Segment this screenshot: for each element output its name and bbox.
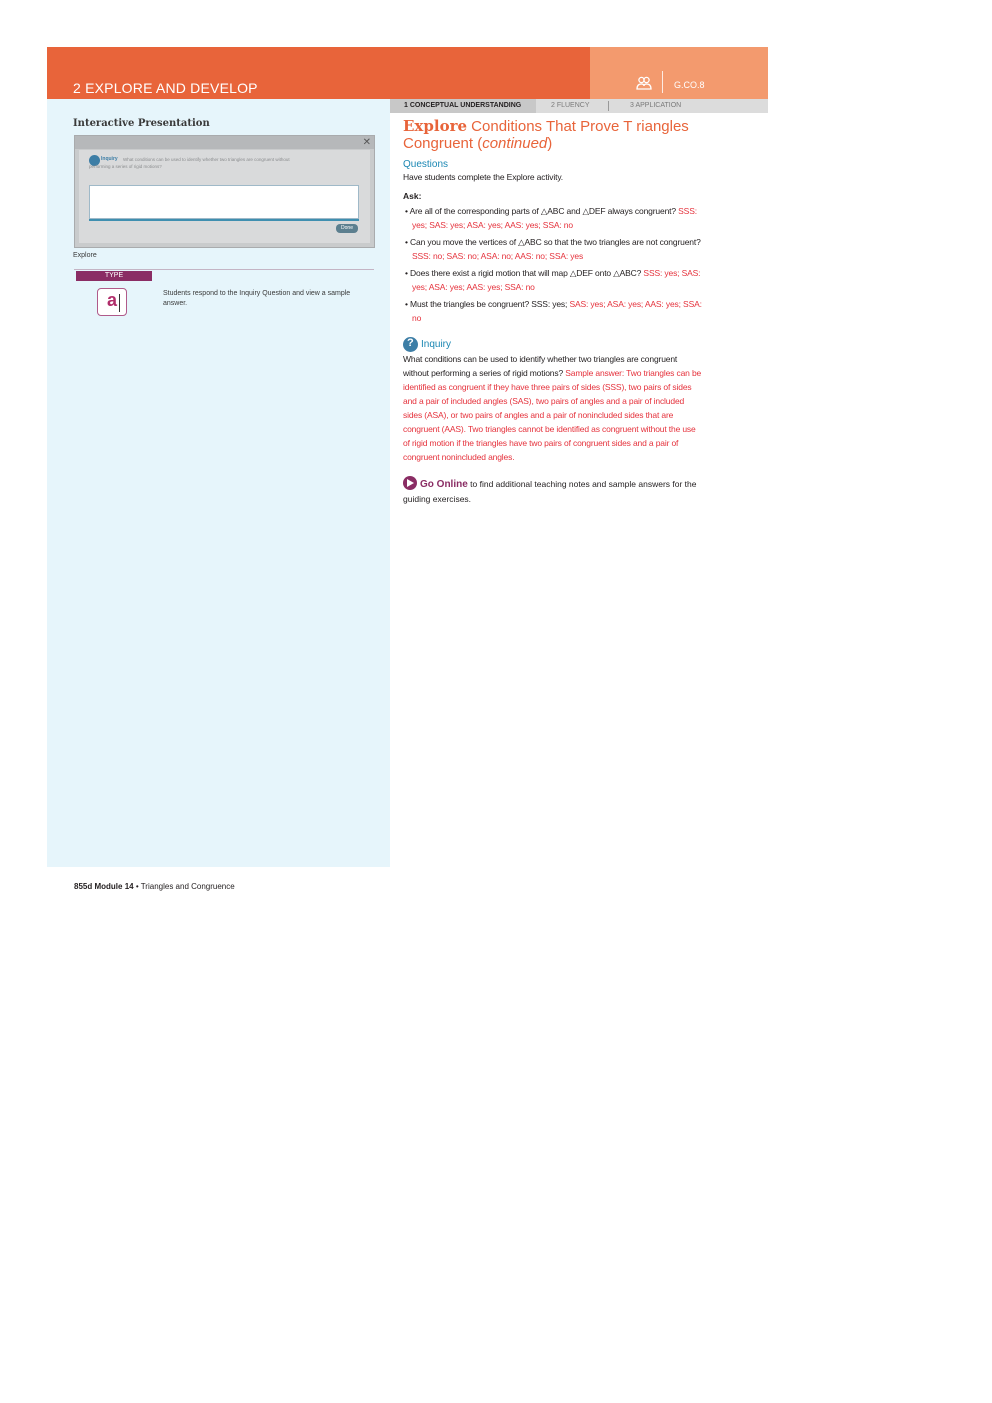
bullet-answer: SSS: yes; SAS: yes; ASA: yes; AAS: yes; SSA: no [412,268,701,292]
list-item: • Does there exist a rigid motion that will map △DEF onto △ABC? SSS: yes; SAS: yes; ASA: yes; AAS: yes; SSA: no [405,268,701,292]
bullet-question: Must the triangles be congruent? SSS: yes; [410,299,570,309]
type-divider [74,269,374,270]
close-icon: ✕ [362,137,371,148]
standard-header [590,47,768,99]
bullet-question: Are all of the corresponding parts of △ABC and △DEF always congruent? [409,206,679,216]
go-online-link[interactable]: Go Online [420,479,468,490]
section-header [47,47,590,99]
group-icon [636,76,652,90]
inquiry-question: What conditions can be used to identify whether two triangles are congruent without performing a series of rigid motions? [403,354,678,378]
standard-code: G.CO.8 [674,80,705,90]
go-online-note [403,476,703,506]
title-close: ) [547,135,553,152]
bullet-answer: SSS: no; SAS: no; ASA: no; AAS: no; SSA: yes [412,251,584,261]
title-rest: Conditions That Prove T riangles Congruent ( [403,118,689,152]
cursor-icon [403,476,417,490]
screenshot-caption: Explore [73,252,97,259]
screenshot-body [79,150,370,243]
main-content [403,118,703,506]
tab-conceptual-understanding[interactable]: 1 CONCEPTUAL UNDERSTANDING [404,102,522,109]
bullet-question: Can you move the vertices of △ABC so that the two triangles are not congruent? [410,237,701,247]
inquiry-heading: Inquiry [421,339,452,350]
text-input-icon [97,288,127,316]
list-item: • Are all of the corresponding parts of △ABC and △DEF always congruent? SSS: yes; SAS: yes; ASA: yes; AAS: yes; SSA: no [405,206,697,230]
type-tag: TYPE [76,271,152,281]
section-title: 2 EXPLORE AND DEVELOP [73,80,258,96]
presentation-screenshot [74,135,375,248]
header-divider [662,71,663,93]
type-icon-letter: a [107,290,118,310]
module-label: Module 14 [94,882,134,891]
ask-list [403,204,703,325]
inquiry-icon [403,337,418,352]
screenshot-done-button: Done [336,224,358,233]
screenshot-titlebar [75,136,374,149]
list-item: • Must the triangles be congruent? SSS: yes; SAS: yes; ASA: yes; AAS: yes; SSA: no [405,299,702,323]
tab-fluency[interactable]: 2 FLUENCY [551,102,590,109]
screenshot-answer-box [89,185,359,219]
inquiry-heading-row [403,337,703,352]
screenshot-question-line1: What conditions can be used to identify whether two triangles are congruent without [123,157,290,162]
page-footer [74,882,235,891]
title-bold: Explore [403,117,468,135]
tab-bar [390,99,768,113]
module-topic: Triangles and Congruence [140,882,235,891]
page-number: 855d [74,882,93,891]
bullet-answer: SAS: yes; ASA: yes; AAS: yes; SSA: no [412,299,702,323]
type-description: Students respond to the Inquiry Question and view a sample answer. [163,290,351,307]
list-item: • Can you move the vertices of △ABC so that the two triangles are not congruent? SSS: no; SAS: no; ASA: no; AAS: no; SSA: yes [405,237,701,261]
title-italic: continued [482,135,548,152]
page-title [403,118,703,152]
go-online-text: to find additional teaching notes and sample answers for the guiding exercises. [403,479,697,504]
tab-application[interactable]: 3 APPLICATION [630,102,682,109]
bullet-answer: SSS: yes; SAS: yes; ASA: yes; AAS: yes; SSA: no [412,206,697,230]
screenshot-question-line2: performing a series of rigid motions? [89,164,162,169]
footer-bullet: • [135,882,139,891]
questions-heading: Questions [403,159,449,170]
inquiry-answer: Sample answer: Two triangles can be identified as congruent if they have three pairs of sides (SSS), two pairs of sides and a pair of included angles (SAS), two pairs of angles and a pair of included sides (ASA), or two pairs of angles and a pair of nonincluded sides that are congruent (AAS). Two triangles cannot be identified as congruent without the use of rigid motion if the triangles have two pairs of congruent sides and a pair of congruent nonincluded angles. [403,368,702,462]
inquiry-body [403,352,703,464]
screenshot-inquiry-label: Inquiry [101,156,118,162]
bullet-question: Does there exist a rigid motion that will map △DEF onto △ABC? [410,268,644,278]
sidebar-title: Interactive Presentation [73,118,210,129]
questions-text: Have students complete the Explore activity. [403,172,564,182]
tab-divider [608,101,609,111]
ask-label: Ask: [403,191,422,201]
screenshot-answer-underline [89,219,359,221]
